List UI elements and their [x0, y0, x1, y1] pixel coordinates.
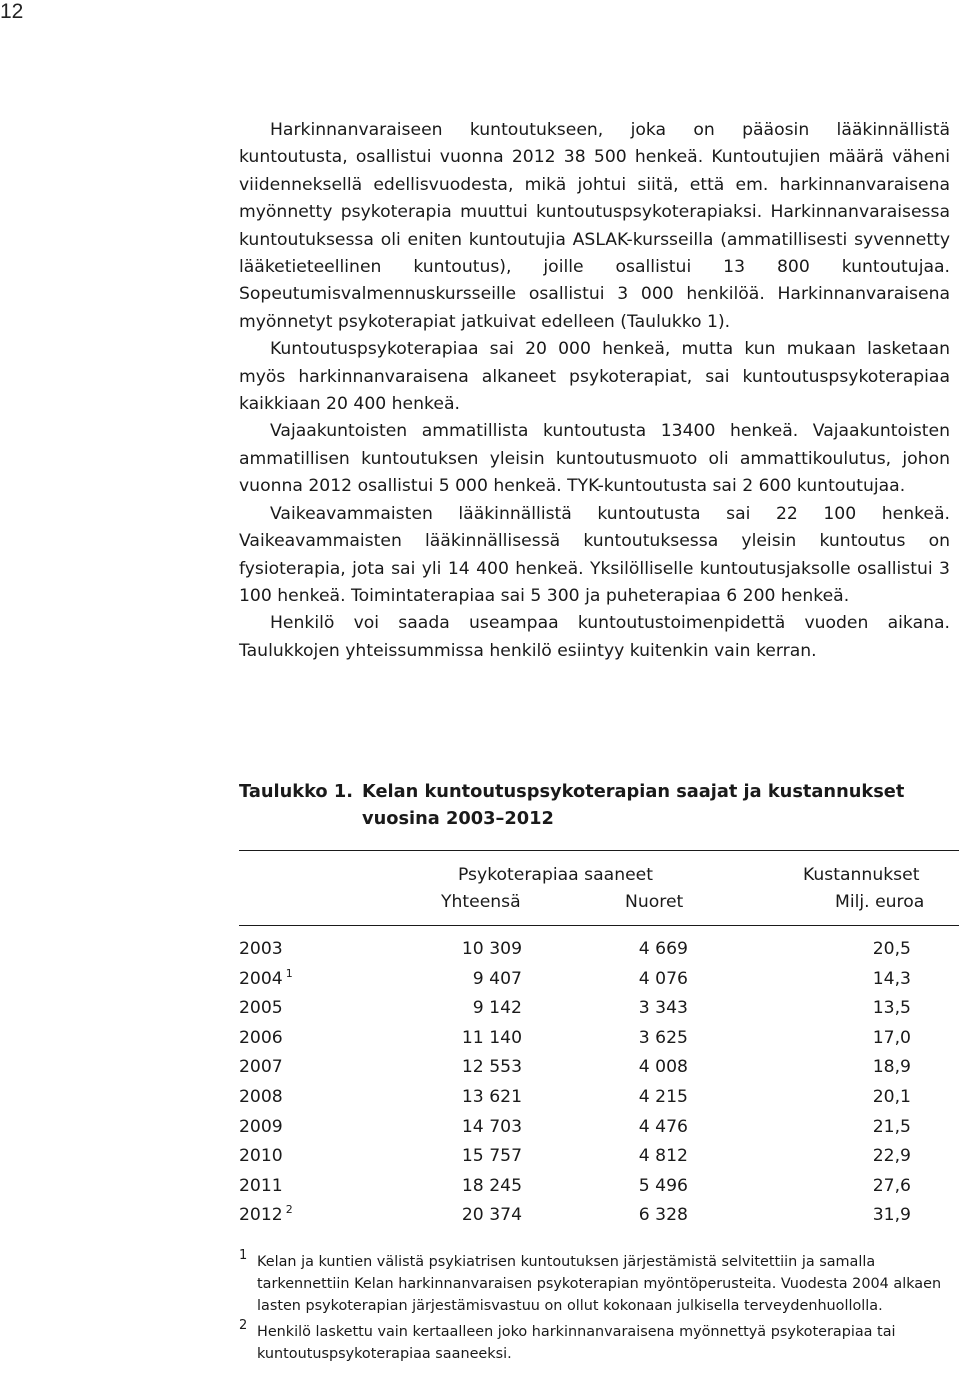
year-value: 2006 [239, 1027, 283, 1048]
youth-cell: 4 215 [638, 1086, 688, 1107]
table-row [239, 1024, 911, 1054]
cost-cell: 13,5 [872, 998, 911, 1019]
cost-cell: 22,9 [872, 1146, 911, 1167]
header-youth: Nuoret [625, 892, 684, 912]
year-value: 2008 [239, 1086, 283, 1107]
total-cell: 11 140 [461, 1027, 522, 1048]
paragraph: Vajaakuntoisten ammatillista kuntoutusta 13400 henkeä. Vajaakuntoisten ammatillisen kuntoutuksen yleisin kuntoutusmuoto oli ammattikoulutus, johon vuonna 2012 osallistui 5 000 henkeä. TYK-kuntoutusta sai 2 600 kuntoutujaa. [239, 421, 950, 497]
footnote-text: Kelan ja kuntien välistä psykiatrisen kuntoutuksen järjestämistä selvitettiin ja samalla tarkennettiin Kelan harkinnanvaraisen psykoterapian myöntöperusteita. Vuodesta 2004 alkaen lasten psykoterapian järjestämisvastuu on ollut kokonaan julkisella terveydenhuollolla. [257, 1254, 942, 1314]
year-cell [239, 1172, 286, 1202]
cost-cell: 27,6 [872, 1175, 911, 1196]
footnote [239, 1248, 954, 1317]
table-row [239, 1172, 911, 1202]
data-table [239, 935, 911, 1231]
year-cell [239, 1024, 286, 1054]
footnote-ref: 2 [285, 1203, 293, 1217]
year-cell [239, 935, 286, 965]
table-row [239, 994, 911, 1024]
total-cell: 20 374 [461, 1205, 522, 1226]
youth-cell: 4 669 [638, 939, 688, 959]
footnote-mark: 1 [239, 1248, 248, 1263]
total-cell: 15 757 [461, 1146, 522, 1167]
youth-cell: 3 343 [638, 998, 688, 1019]
paragraph: Henkilö voi saada useampaa kuntoutustoimenpidettä vuoden aikana. Taulukkojen yhteissummissa henkilö esiintyy kuitenkin vain kerran. [239, 613, 950, 661]
cost-cell: 21,5 [872, 1116, 911, 1137]
table-title: Kelan kuntoutuspsykoterapian saajat ja kustannukset vuosina 2003–2012 [362, 781, 905, 829]
total-cell: 12 553 [461, 1057, 522, 1078]
cost-cell: 31,9 [872, 1205, 911, 1226]
youth-cell: 4 476 [638, 1116, 688, 1137]
table-row [239, 1083, 911, 1113]
cost-cell: 20,5 [872, 939, 911, 959]
footnote-text: Henkilö laskettu vain kertaalleen joko harkinnanvaraisena myönnettyä psykoterapiaa tai kuntoutuspsykoterapiaa saaneeksi. [257, 1324, 896, 1362]
youth-cell: 4 076 [638, 968, 688, 989]
youth-cell: 4 008 [638, 1057, 688, 1078]
youth-cell: 5 496 [638, 1175, 688, 1196]
year-cell [239, 1142, 286, 1172]
footnote-mark: 2 [239, 1318, 248, 1333]
year-value: 2010 [239, 1146, 283, 1167]
table-row [239, 1113, 911, 1143]
cost-cell: 18,9 [872, 1057, 911, 1078]
footnotes [239, 1248, 954, 1369]
youth-cell: 3 625 [638, 1027, 688, 1048]
paragraph: Kuntoutuspsykoterapiaa sai 20 000 henkeä, mutta kun mukaan lasketaan myös harkinnanvaraisena alkaneet psykoterapiat, sai kuntoutuspsykoterapiaa kaikkiaan 20 400 henkeä. [239, 339, 950, 415]
table-label: Taulukko 1. [239, 781, 353, 802]
table-row [239, 1053, 911, 1083]
table-top-rule [239, 850, 959, 851]
header-cost-unit: Milj. euroa [835, 892, 925, 912]
cost-cell: 14,3 [872, 968, 911, 989]
footnote [239, 1318, 954, 1365]
year-cell [239, 1053, 286, 1083]
year-value: 2005 [239, 998, 283, 1019]
paragraph: Vaikeavammaisten lääkinnällistä kuntoutusta sai 22 100 henkeä. Vaikeavammaisten lääkinnällisessä kuntoutuksessa yleisin kuntoutus on fysioterapia, jota sai yli 14 400 henkeä. Yksilölliselle kuntoutusjaksolle osallistui 3 100 henkeä. Toimintaterapiaa sai 5 300 ja puheterapiaa 6 200 henkeä. [239, 503, 950, 606]
year-value: 2009 [239, 1116, 283, 1137]
year-cell [239, 1201, 293, 1231]
year-value: 2007 [239, 1057, 283, 1078]
total-cell: 13 621 [461, 1086, 522, 1107]
header-costs: Kustannukset [803, 865, 920, 885]
table-header-rule [239, 925, 959, 926]
body-text [239, 117, 950, 665]
header-total: Yhteensä [441, 892, 521, 912]
table-caption [239, 778, 950, 832]
table-row [239, 1201, 911, 1231]
total-cell: 10 309 [461, 939, 522, 959]
year-cell [239, 1083, 286, 1113]
year-cell [239, 1113, 286, 1143]
year-cell [239, 965, 293, 995]
year-value: 2012 [239, 1205, 283, 1226]
table-row [239, 935, 911, 965]
table-row [239, 1142, 911, 1172]
header-psychotherapy-recipients: Psykoterapiaa saaneet [458, 865, 653, 885]
year-value: 2004 [239, 968, 283, 989]
table-row [239, 965, 911, 995]
total-cell: 9 407 [472, 968, 522, 989]
youth-cell: 6 328 [638, 1205, 688, 1226]
page-number: 12 [0, 0, 24, 23]
cost-cell: 20,1 [872, 1086, 911, 1107]
cost-cell: 17,0 [872, 1027, 911, 1048]
year-value: 2003 [239, 939, 283, 959]
total-cell: 9 142 [472, 998, 522, 1019]
total-cell: 18 245 [461, 1175, 522, 1196]
year-cell [239, 994, 286, 1024]
year-value: 2011 [239, 1175, 283, 1196]
footnote-ref: 1 [285, 966, 293, 980]
paragraph: Harkinnanvaraiseen kuntoutukseen, joka on pääosin lääkinnällistä kuntoutusta, osallistui vuonna 2012 38 500 henkeä. Kuntoutujien määrä väheni viidenneksellä edellisvuodesta, mikä johtui siitä, että em. harkinnanvaraisena myönnetty psykoterapia muuttui kuntoutuspsykoterapiaksi. Harkinnanvaraisessa kuntoutuksessa oli eniten kuntoutujia ASLAK-kursseilla (ammatillisesti syvennetty lääketieteellinen kuntoutus), joille osallistui 13 800 kuntoutujaa. Sopeutumisvalmennuskursseille osallistui 3 000 henkilöä. Harkinnanvaraisena myönnetyt psykoterapiat jatkuivat edelleen (Taulukko 1). [239, 120, 950, 332]
youth-cell: 4 812 [638, 1146, 688, 1167]
total-cell: 14 703 [461, 1116, 522, 1137]
